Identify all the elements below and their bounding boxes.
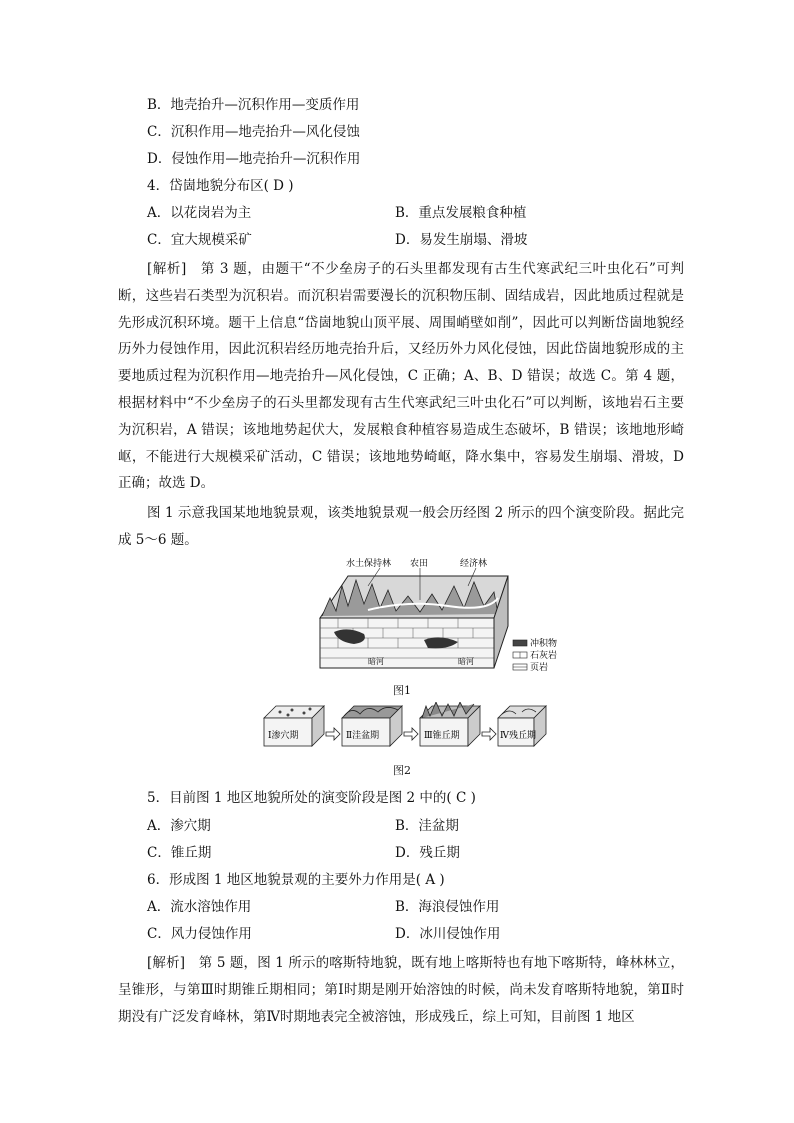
q5-stem: 5．目前图 1 地区地貌所处的演变阶段是图 2 中的( C ) — [147, 790, 476, 806]
figure2-caption: 图2 — [393, 764, 411, 777]
q6-option-d: D．冰川侵蚀作用 — [395, 926, 501, 942]
figure1-caption: 图1 — [393, 684, 411, 697]
q6-option-a: A．流水溶蚀作用 — [147, 899, 252, 915]
q3-option-d: D．侵蚀作用—地壳抬升—沉积作用 — [147, 151, 361, 167]
q4-option-d: D．易发生崩塌、滑坡 — [395, 232, 528, 248]
q4-option-c: C．宜大规模采矿 — [147, 232, 252, 248]
q4-option-b: B．重点发展粮食种植 — [395, 205, 527, 221]
figure1-block-diagram — [308, 556, 588, 686]
figure2-stage-diagram — [260, 702, 550, 762]
q6-stem: 6．形成图 1 地区地貌景观的主要外力作用是( A ) — [147, 872, 445, 888]
stage-4-label: Ⅳ残丘期 — [500, 731, 536, 741]
figure2 — [260, 702, 550, 762]
q6-option-c: C．风力侵蚀作用 — [147, 926, 252, 942]
label-economic-forest: 经济林 — [460, 559, 488, 569]
legend-limestone: 石灰岩 — [530, 651, 558, 661]
label-underground-river-2: 暗河 — [458, 657, 474, 666]
q5-option-a: A．渗穴期 — [147, 818, 211, 834]
q5-option-d: D．残丘期 — [395, 845, 460, 861]
legend-shale: 页岩 — [530, 663, 549, 673]
stage-1-label: Ⅰ渗穴期 — [268, 731, 299, 741]
analysis-q5-q6: [解析] 第 5 题，图 1 所示的喀斯特地貌，既有地上喀斯特也有地下喀斯特，峰林林立，呈锥形，与第Ⅲ时期锥丘期相同；第Ⅰ时期是刚开始溶蚀的时候，尚未发育喀斯特地貌，第Ⅱ时期没有广泛发育峰林，第Ⅳ时期地表完全被溶蚀，形成残丘，综上可知，目前图 1 地区 — [118, 955, 684, 1025]
q4-option-a: A．以花岗岩为主 — [147, 205, 252, 221]
q5-option-c: C．锥丘期 — [147, 845, 212, 861]
label-farmland: 农田 — [410, 559, 429, 569]
legend-alluvium: 冲积物 — [530, 639, 558, 649]
figure1 — [308, 556, 588, 686]
q3-option-c: C．沉积作用—地壳抬升—风化侵蚀 — [147, 124, 360, 140]
stage-3-label: Ⅲ锥丘期 — [424, 731, 460, 741]
label-underground-river-1: 暗河 — [368, 657, 384, 666]
q5-option-b: B．洼盆期 — [395, 818, 459, 834]
q6-option-b: B．海浪侵蚀作用 — [395, 899, 500, 915]
intro-q5-q6: 图 1 示意我国某地地貌景观，该类地貌景观一般会历经图 2 所示的四个演变阶段。据此完成 5～6 题。 — [118, 505, 684, 548]
analysis-q3-q4: [解析] 第 3 题，由题干“不少垒房子的石头里都发现有古生代寒武纪三叶虫化石”可判断，这些岩石类型为沉积岩。而沉积岩需要漫长的沉积物压制、固结成岩，因此地质过程就是先形成沉积环境。题干上信息“岱崮地貌山顶平展、周围峭壁如削”，因此可以判断岱崮地貌经历外力侵蚀作用，因此沉积岩经历地壳抬升后，又经历外力风化侵蚀，因此岱崮地貌形成的主要地质过程为沉积作用—地壳抬升—风化侵蚀，C 正确；A、B、D 错误；故选 C。第 4 题，根据材料中“不少垒房子的石头里都发现有古生代寒武纪三叶虫化石”可以判断，该地岩石主要为沉积岩，A 错误；该地地势起伏大，发展粮食种植容易造成生态破坏，B 错误；该地地形崎岖，不能进行大规模采矿活动，C 错误；该地地势崎岖，降水集中，容易发生崩塌、滑坡，D 正确；故选 D。 — [118, 261, 684, 492]
q3-option-b: B．地壳抬升—沉积作用—变质作用 — [147, 97, 360, 113]
stage-2-label: Ⅱ洼盆期 — [346, 731, 380, 741]
label-soil-conservation-forest: 水土保持林 — [346, 559, 392, 569]
q4-stem: 4．岱崮地貌分布区( D ) — [147, 178, 294, 194]
